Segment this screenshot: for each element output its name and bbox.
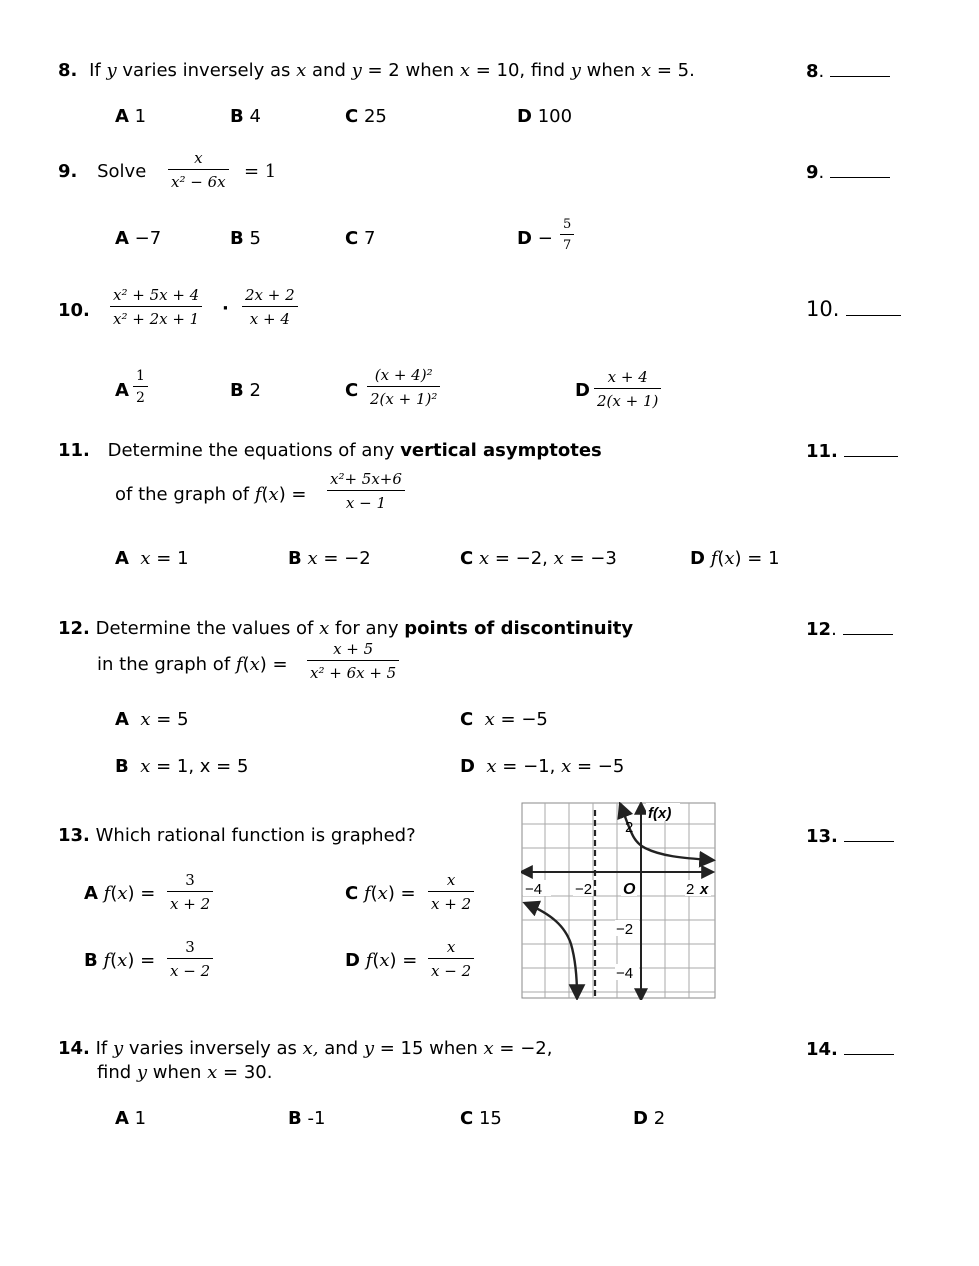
option-d[interactable]: D f(x) = 1	[690, 548, 780, 569]
option-a-fraction: $\frac{3}{x + 2}$	[167, 871, 213, 913]
answer-blank-12[interactable]: 12.	[806, 618, 893, 640]
option-d[interactable]: D −	[517, 228, 553, 249]
question-label: Solve	[97, 161, 147, 182]
question-number: 11.	[58, 440, 90, 461]
question-14: 14. If y varies inversely as x, and y = 15 when x = −2,	[58, 1038, 553, 1059]
option-b[interactable]: B f(x) =	[84, 950, 156, 971]
option-d[interactable]: D f(x) =	[345, 950, 418, 971]
question-14-line-2: find y when x = 30.	[97, 1062, 273, 1083]
fraction: $\frac{x + 5}{\text{x² + 6x + 5}}$	[307, 640, 399, 682]
question-number: 14.	[58, 1038, 90, 1059]
answer-blank-11[interactable]: 11.	[806, 440, 898, 462]
tick-label-y-neg4: −4	[616, 965, 634, 982]
answer-blank-9[interactable]: 9.	[806, 161, 890, 183]
y-axis-label: f(x)	[648, 805, 672, 822]
multiply-dot: ·	[222, 298, 229, 319]
option-b-fraction: $\frac{3}{x - 2}$	[167, 938, 213, 980]
rational-function-graph	[521, 802, 717, 1000]
option-c-fraction: $\frac{\text{(x + 4)²}}{\text{2(x + 1)²}}$	[367, 366, 440, 408]
option-a[interactable]: A x = 1	[115, 548, 189, 569]
x-axis-label: x	[700, 881, 709, 898]
option-d-fraction: $\frac{5}{7}$	[560, 217, 574, 253]
option-d[interactable]: D	[575, 380, 590, 401]
fraction: $\frac{\text{x²+ 5x+6}}{x - 1}$	[327, 470, 405, 512]
option-a[interactable]: A 1	[115, 1108, 147, 1129]
question-8	[58, 60, 695, 81]
answer-blank-13[interactable]: 13.	[806, 825, 894, 847]
option-c[interactable]: C 7	[345, 228, 376, 249]
option-c[interactable]: C x = −5	[460, 709, 548, 730]
option-b[interactable]: B 4	[230, 106, 261, 127]
option-c[interactable]: C 15	[460, 1108, 502, 1129]
option-c[interactable]: C	[345, 380, 359, 401]
question-9	[58, 161, 146, 182]
option-b[interactable]: B -1	[288, 1108, 326, 1129]
question-12: 12. Determine the values of x for any points of discontinuity	[58, 618, 634, 639]
tick-label-x-neg4: −4	[525, 881, 543, 898]
fraction: $\frac{x}{\text{x² − 6x}}$	[168, 149, 229, 191]
equals-one: = 1	[244, 161, 277, 182]
option-a[interactable]: A 1	[115, 106, 147, 127]
question-number: 9.	[58, 161, 78, 182]
tick-label-x-2: 2	[686, 881, 695, 898]
option-c[interactable]: C x = −2, x = −3	[460, 548, 617, 569]
question-12-line-2: in the graph of f(x) =	[97, 654, 288, 675]
question-stem: If y varies inversely as x and y = 2 when x = 10, find y when x = 5.	[89, 60, 695, 81]
option-a[interactable]: A f(x) =	[84, 883, 156, 904]
question-number: 10.	[58, 300, 90, 321]
option-a[interactable]: A x = 5	[115, 709, 189, 730]
question-number: 13.	[58, 825, 90, 846]
option-a[interactable]: A	[115, 380, 129, 401]
option-c-fraction: $\frac{x}{x + 2}$	[428, 871, 474, 913]
fraction-1: $\frac{\text{x² + 5x + 4}}{\text{x² + 2x + 1}}$	[110, 286, 202, 328]
option-d[interactable]: D x = −1, x = −5	[460, 756, 625, 777]
origin-label: O	[623, 881, 636, 898]
question-11-line-2: of the graph of f(x) =	[115, 484, 307, 505]
option-d-fraction: $\frac{x + 4}{2(x + 1)}$	[594, 368, 661, 410]
question-number: 8.	[58, 60, 78, 81]
question-number: 12.	[58, 618, 90, 639]
tick-label-y-neg2: −2	[616, 921, 634, 938]
answer-blank-14[interactable]: 14.	[806, 1038, 894, 1060]
question-13: 13. Which rational function is graphed?	[58, 825, 416, 846]
option-a-fraction: $\frac{1}{2}$	[133, 368, 148, 406]
option-d-fraction: $\frac{x}{x - 2}$	[428, 938, 474, 980]
fraction-2: $\frac{2x + 2}{x + 4}$	[242, 286, 298, 328]
option-b[interactable]: B 5	[230, 228, 261, 249]
option-b[interactable]: B x = −2	[288, 548, 371, 569]
option-c[interactable]: C f(x) =	[345, 883, 416, 904]
option-d[interactable]: D 100	[517, 106, 573, 127]
option-b[interactable]: B 2	[230, 380, 261, 401]
option-b[interactable]: B x = 1, x = 5	[115, 756, 249, 777]
tick-label-x-neg2: −2	[575, 881, 593, 898]
option-a[interactable]: A −7	[115, 228, 162, 249]
option-d[interactable]: D 2	[633, 1108, 666, 1129]
answer-blank-10[interactable]: 10.	[806, 297, 901, 321]
option-c[interactable]: C 25	[345, 106, 387, 127]
answer-blank-8[interactable]: 8.	[806, 60, 890, 82]
tick-label-y-2: 2	[625, 819, 634, 836]
question-11: 11. Determine the equations of any vertical asymptotes	[58, 440, 602, 461]
